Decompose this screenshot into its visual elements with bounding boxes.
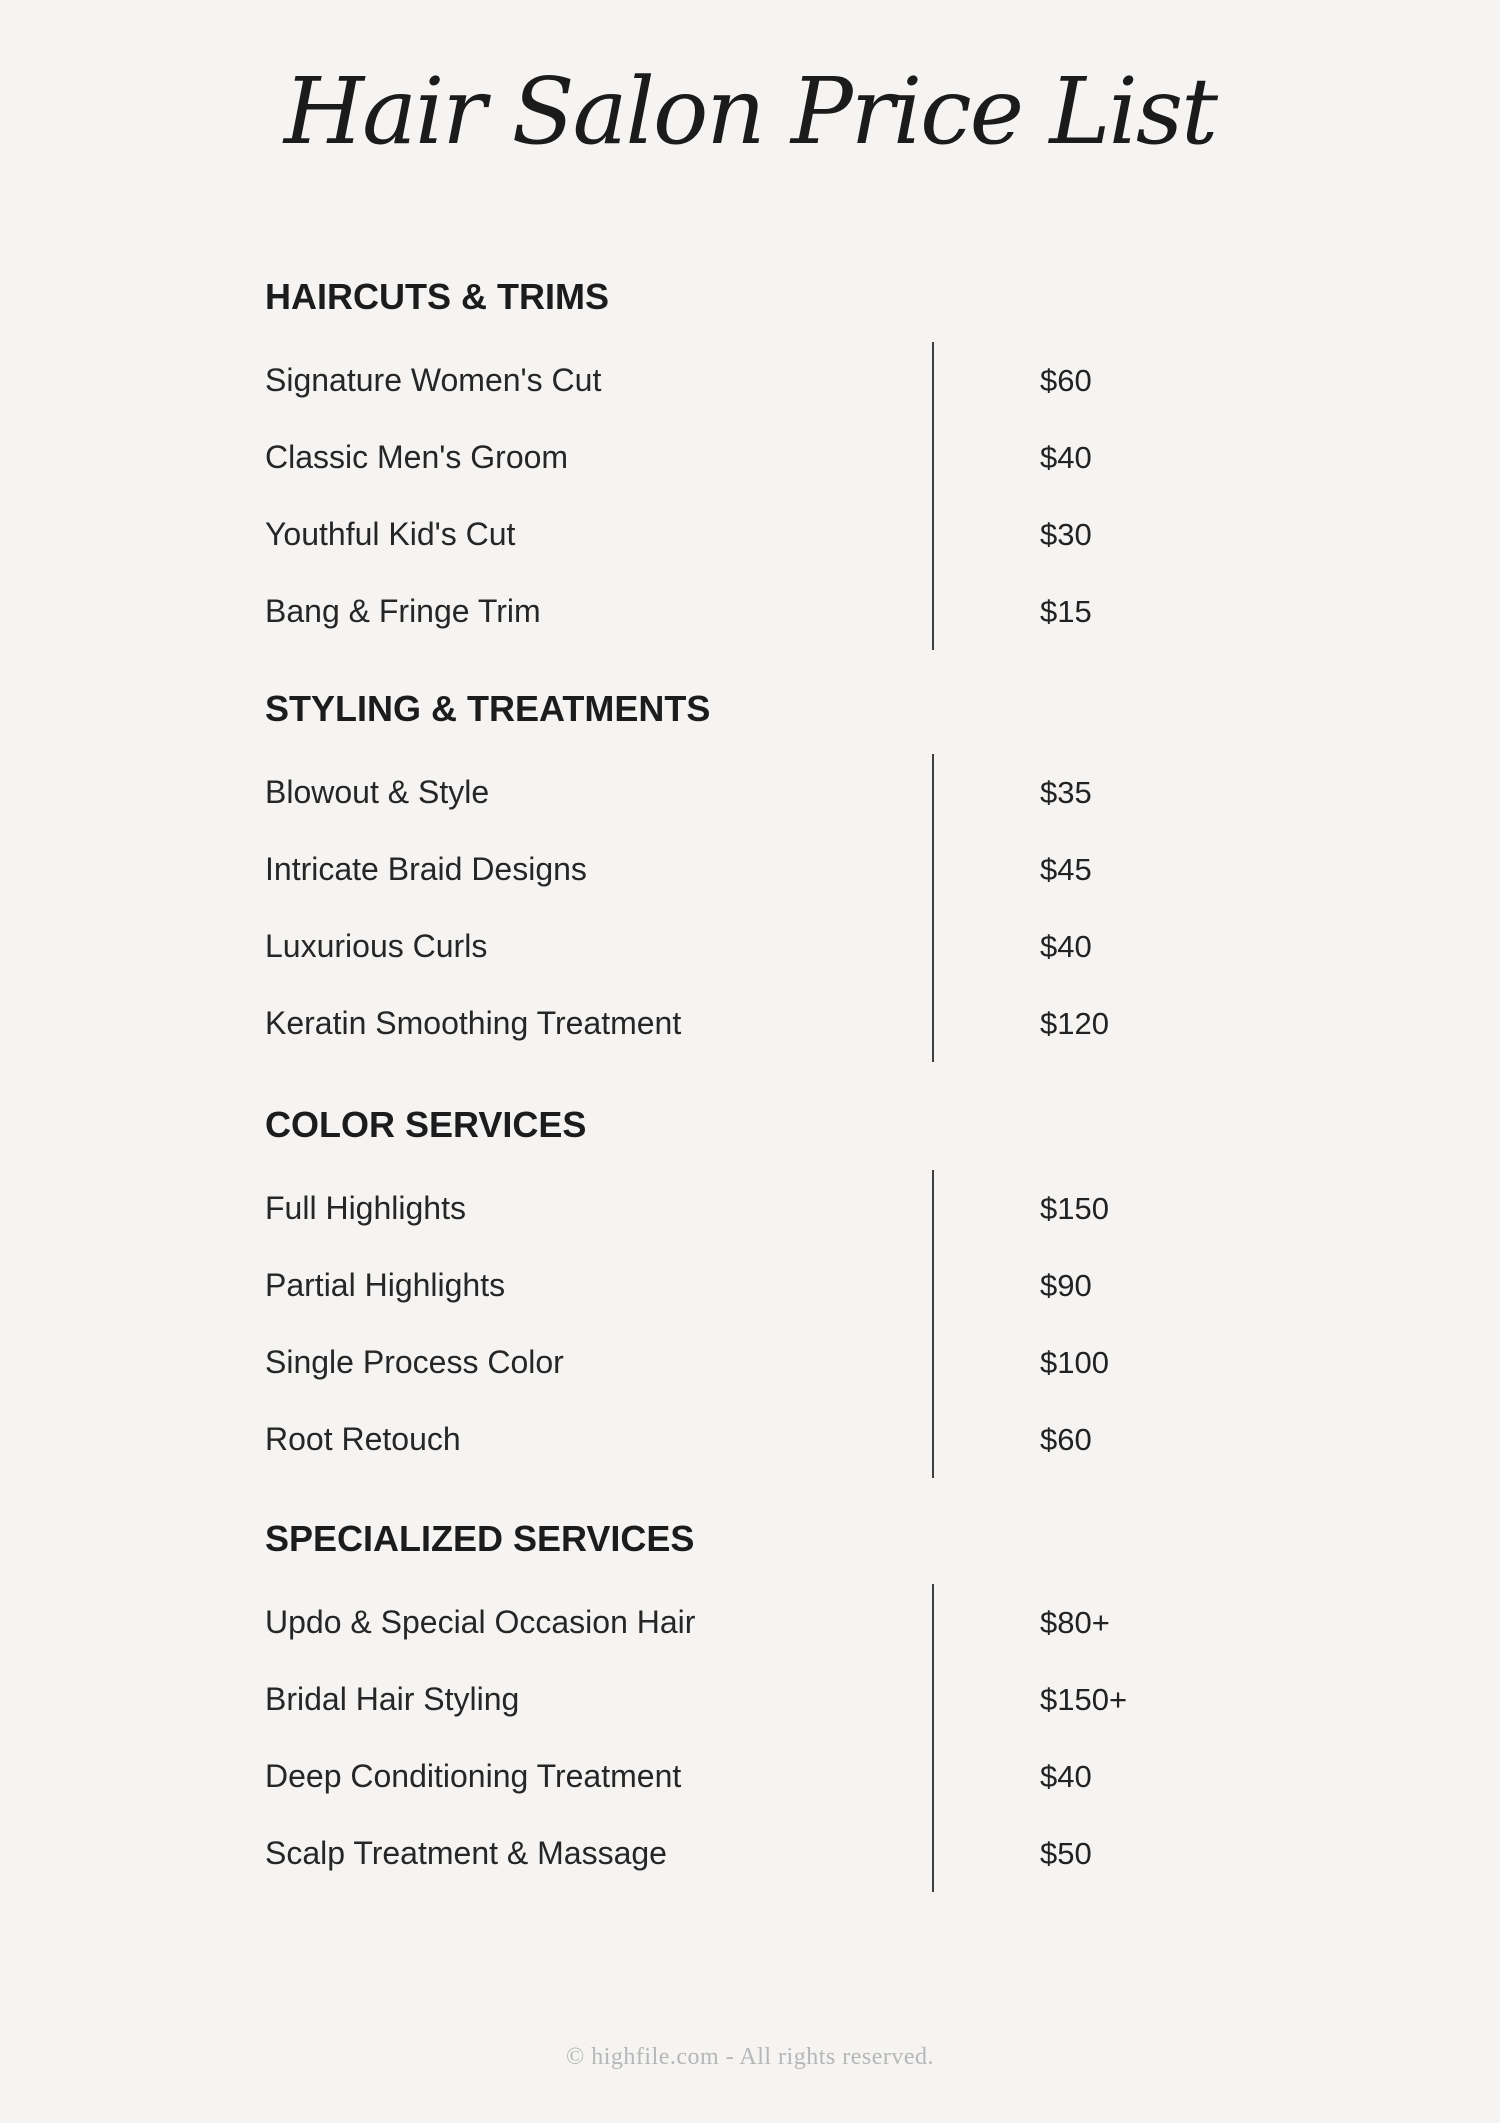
section-styling-treatments bbox=[0, 688, 1500, 1062]
price-rows bbox=[0, 342, 1500, 650]
service-name: Root Retouch bbox=[265, 1421, 461, 1457]
section-heading: SPECIALIZED SERVICES bbox=[265, 1518, 695, 1559]
service-price: $120 bbox=[1040, 1005, 1109, 1041]
price-row bbox=[0, 419, 1500, 496]
price-row bbox=[0, 1815, 1500, 1892]
price-row bbox=[0, 496, 1500, 573]
service-name: Deep Conditioning Treatment bbox=[265, 1758, 682, 1794]
price-row bbox=[0, 1738, 1500, 1815]
service-name: Intricate Braid Designs bbox=[265, 851, 587, 887]
price-row bbox=[0, 573, 1500, 650]
footer-credit: © highfile.com - All rights reserved. bbox=[566, 2044, 934, 2070]
service-price: $50 bbox=[1040, 1835, 1092, 1871]
service-price: $60 bbox=[1040, 362, 1092, 398]
section-specialized-services bbox=[0, 1518, 1500, 1892]
service-price: $15 bbox=[1040, 593, 1092, 629]
service-price: $40 bbox=[1040, 1758, 1092, 1794]
service-price: $40 bbox=[1040, 439, 1092, 475]
service-name: Single Process Color bbox=[265, 1344, 564, 1380]
price-row bbox=[0, 1661, 1500, 1738]
price-rows bbox=[0, 1170, 1500, 1478]
price-rows bbox=[0, 1584, 1500, 1892]
service-name: Full Highlights bbox=[265, 1190, 466, 1226]
price-row bbox=[0, 342, 1500, 419]
section-heading: HAIRCUTS & TRIMS bbox=[265, 276, 609, 317]
service-name: Partial Highlights bbox=[265, 1267, 506, 1303]
service-name: Bridal Hair Styling bbox=[265, 1681, 520, 1717]
price-row bbox=[0, 985, 1500, 1062]
page-title: Hair Salon Price List bbox=[283, 58, 1217, 165]
section-heading: STYLING & TREATMENTS bbox=[265, 688, 711, 729]
price-row bbox=[0, 908, 1500, 985]
price-row bbox=[0, 1247, 1500, 1324]
service-price: $100 bbox=[1040, 1344, 1109, 1380]
service-name: Keratin Smoothing Treatment bbox=[265, 1005, 682, 1041]
price-row bbox=[0, 1170, 1500, 1247]
service-price: $150+ bbox=[1040, 1681, 1128, 1717]
service-name: Classic Men's Groom bbox=[265, 439, 569, 475]
service-price: $150 bbox=[1040, 1190, 1109, 1226]
section-heading: COLOR SERVICES bbox=[265, 1104, 587, 1145]
price-rows bbox=[0, 754, 1500, 1062]
service-price: $30 bbox=[1040, 516, 1092, 552]
service-name: Luxurious Curls bbox=[265, 928, 488, 964]
price-row bbox=[0, 1324, 1500, 1401]
service-name: Updo & Special Occasion Hair bbox=[265, 1604, 696, 1640]
price-row bbox=[0, 1584, 1500, 1661]
price-row bbox=[0, 831, 1500, 908]
service-price: $80+ bbox=[1040, 1604, 1110, 1640]
service-name: Blowout & Style bbox=[265, 774, 490, 810]
service-name: Youthful Kid's Cut bbox=[265, 516, 516, 552]
service-price: $45 bbox=[1040, 851, 1092, 887]
service-price: $40 bbox=[1040, 928, 1092, 964]
service-name: Signature Women's Cut bbox=[265, 362, 602, 398]
service-price: $90 bbox=[1040, 1267, 1092, 1303]
price-row bbox=[0, 1401, 1500, 1478]
section-color-services bbox=[0, 1104, 1500, 1478]
service-name: Bang & Fringe Trim bbox=[265, 593, 541, 629]
section-haircuts-trims bbox=[0, 276, 1500, 650]
service-price: $60 bbox=[1040, 1421, 1092, 1457]
price-row bbox=[0, 754, 1500, 831]
service-price: $35 bbox=[1040, 774, 1092, 810]
service-name: Scalp Treatment & Massage bbox=[265, 1835, 667, 1871]
